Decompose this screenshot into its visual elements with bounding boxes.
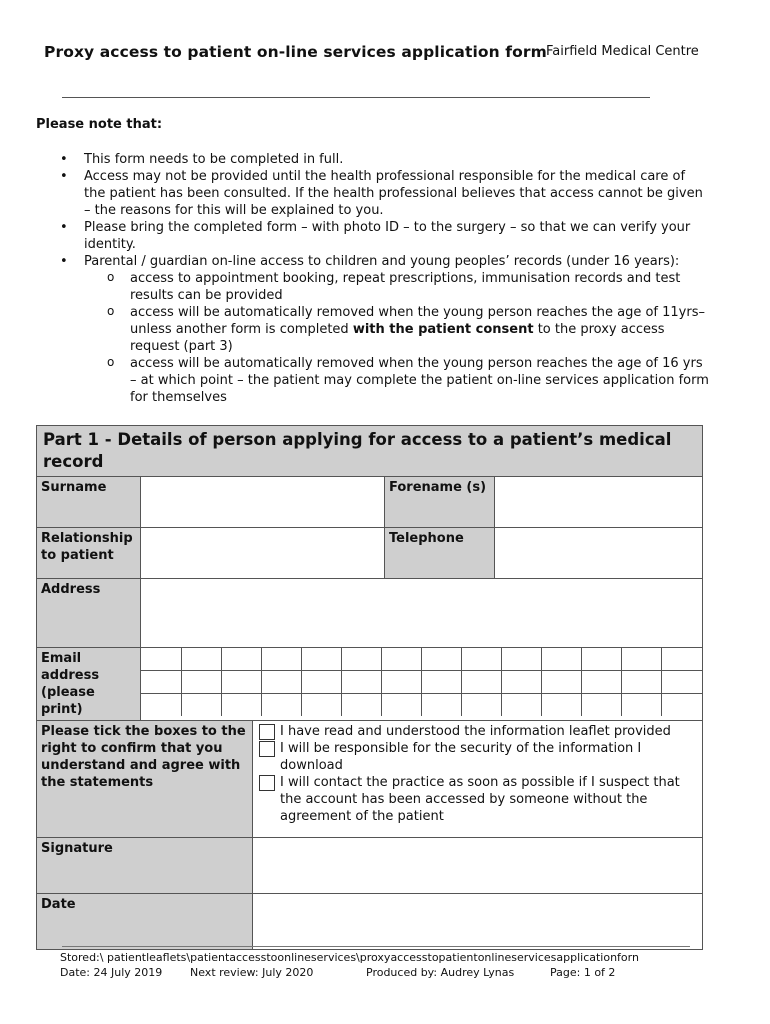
email-field[interactable] [141,648,703,721]
email-char-box[interactable] [502,694,542,717]
date-field[interactable] [253,894,703,950]
statement-text: I will be responsible for the security of the information I download [280,741,642,773]
email-char-box[interactable] [542,648,582,671]
signature-field[interactable] [253,838,703,894]
email-char-box[interactable] [221,694,261,717]
forename-label: Forename (s) [385,477,495,528]
sub-bullet-text: access will be automatically removed when the young person reaches the age of 11yrs– unless another form is completed [130,305,705,337]
email-char-box[interactable] [181,648,221,671]
footer-meta [60,966,615,979]
email-char-box[interactable] [421,648,461,671]
email-char-box[interactable] [462,694,502,717]
statement-checkbox[interactable] [259,741,275,757]
email-char-box[interactable] [502,648,542,671]
footer-page-number: Page: 1 of 2 [550,966,616,979]
note-bullet: • Access may not be provided until the health professional responsible for the medical care of the patient has been consulted. If the health professional believes that access cannot be given – the reasons for this will be explained to you. [60,168,710,219]
note-sub-bullet: o access to appointment booking, repeat prescriptions, immunisation records and test results can be provided [60,270,710,304]
address-field[interactable] [141,579,703,648]
email-char-box[interactable] [261,671,301,694]
footer-next-review: Next review: July 2020 [190,966,314,979]
statement-checkbox[interactable] [259,724,275,740]
statement-leaflet [253,723,702,740]
email-char-box[interactable] [462,671,502,694]
email-char-box[interactable] [301,648,341,671]
statement-text: I will contact the practice as soon as possible if I suspect that the account has been accessed by someone without the agreement of the patient [280,775,680,824]
footer-divider [62,946,690,947]
email-char-box[interactable] [622,648,662,671]
email-label: Email address (please print) [37,648,141,721]
sub-bullet-text: to the proxy access request (part 3) [130,322,665,354]
email-char-box[interactable] [662,671,702,694]
email-char-box[interactable] [301,694,341,717]
statement-text: I have read and understood the information leaflet provided [280,724,671,739]
signature-label: Signature [37,838,253,894]
statements-cell [253,721,703,838]
email-char-box[interactable] [462,648,502,671]
part1-heading: Part 1 - Details of person applying for access to a patient’s medical record [37,426,703,477]
email-char-box[interactable] [582,671,622,694]
practice-name: Fairfield Medical Centre [546,44,699,59]
notes-heading: Please note that: [36,117,163,132]
email-char-box[interactable] [542,694,582,717]
email-char-box[interactable] [421,671,461,694]
form-title: Proxy access to patient on-line services application form [44,43,547,61]
email-char-box[interactable] [582,694,622,717]
part1-form-table [36,425,703,950]
statement-contact [253,774,702,825]
email-char-box[interactable] [662,648,702,671]
email-char-box[interactable] [181,694,221,717]
email-char-box[interactable] [141,671,181,694]
email-char-box[interactable] [381,671,421,694]
email-char-box[interactable] [381,648,421,671]
email-char-box[interactable] [341,694,381,717]
patient-consent-emphasis: with the patient consent [352,322,534,337]
statement-security [253,740,702,774]
note-sub-bullet: o access will be automatically removed when the young person reaches the age of 16 yrs – at which point – the patient may complete the patient on-line services application form for themselves [60,355,710,406]
email-char-box[interactable] [582,648,622,671]
email-char-box[interactable] [141,648,181,671]
note-bullet: • Please bring the completed form – with photo ID – to the surgery – so that we can verify your identity. [60,219,710,253]
email-char-box[interactable] [662,694,702,717]
header-divider [62,97,650,98]
email-char-box[interactable] [261,648,301,671]
tick-instructions-label: Please tick the boxes to the right to confirm that you understand and agree with the statements [37,721,253,838]
forename-field[interactable] [495,477,703,528]
email-character-grid [141,648,702,716]
surname-label: Surname [37,477,141,528]
telephone-field[interactable] [495,528,703,579]
date-label: Date [37,894,253,950]
email-char-box[interactable] [261,694,301,717]
notes-list [60,151,710,406]
email-char-box[interactable] [221,671,261,694]
email-char-box[interactable] [381,694,421,717]
email-char-box[interactable] [301,671,341,694]
telephone-label: Telephone [385,528,495,579]
email-char-box[interactable] [502,671,542,694]
statement-checkbox[interactable] [259,775,275,791]
email-char-box[interactable] [421,694,461,717]
email-char-box[interactable] [622,671,662,694]
email-char-box[interactable] [341,671,381,694]
email-char-box[interactable] [181,671,221,694]
note-bullet: • Parental / guardian on-line access to children and young peoples’ records (under 16 years): [60,253,710,270]
footer-stored-path: Stored:\ patientleaflets\patientaccesstoonlineservices\proxyaccesstopatientonlineservicesapplicationforn [60,951,639,964]
note-bullet: • This form needs to be completed in full. [60,151,710,168]
footer-date: Date: 24 July 2019 [60,966,163,979]
footer-produced-by: Produced by: Audrey Lynas [366,966,515,979]
email-char-box[interactable] [341,648,381,671]
email-char-box[interactable] [622,694,662,717]
surname-field[interactable] [141,477,385,528]
email-char-box[interactable] [141,694,181,717]
note-sub-bullet [60,304,710,355]
address-label: Address [37,579,141,648]
email-char-box[interactable] [221,648,261,671]
relationship-field[interactable] [141,528,385,579]
email-char-box[interactable] [542,671,582,694]
relationship-label: Relationship to patient [37,528,141,579]
